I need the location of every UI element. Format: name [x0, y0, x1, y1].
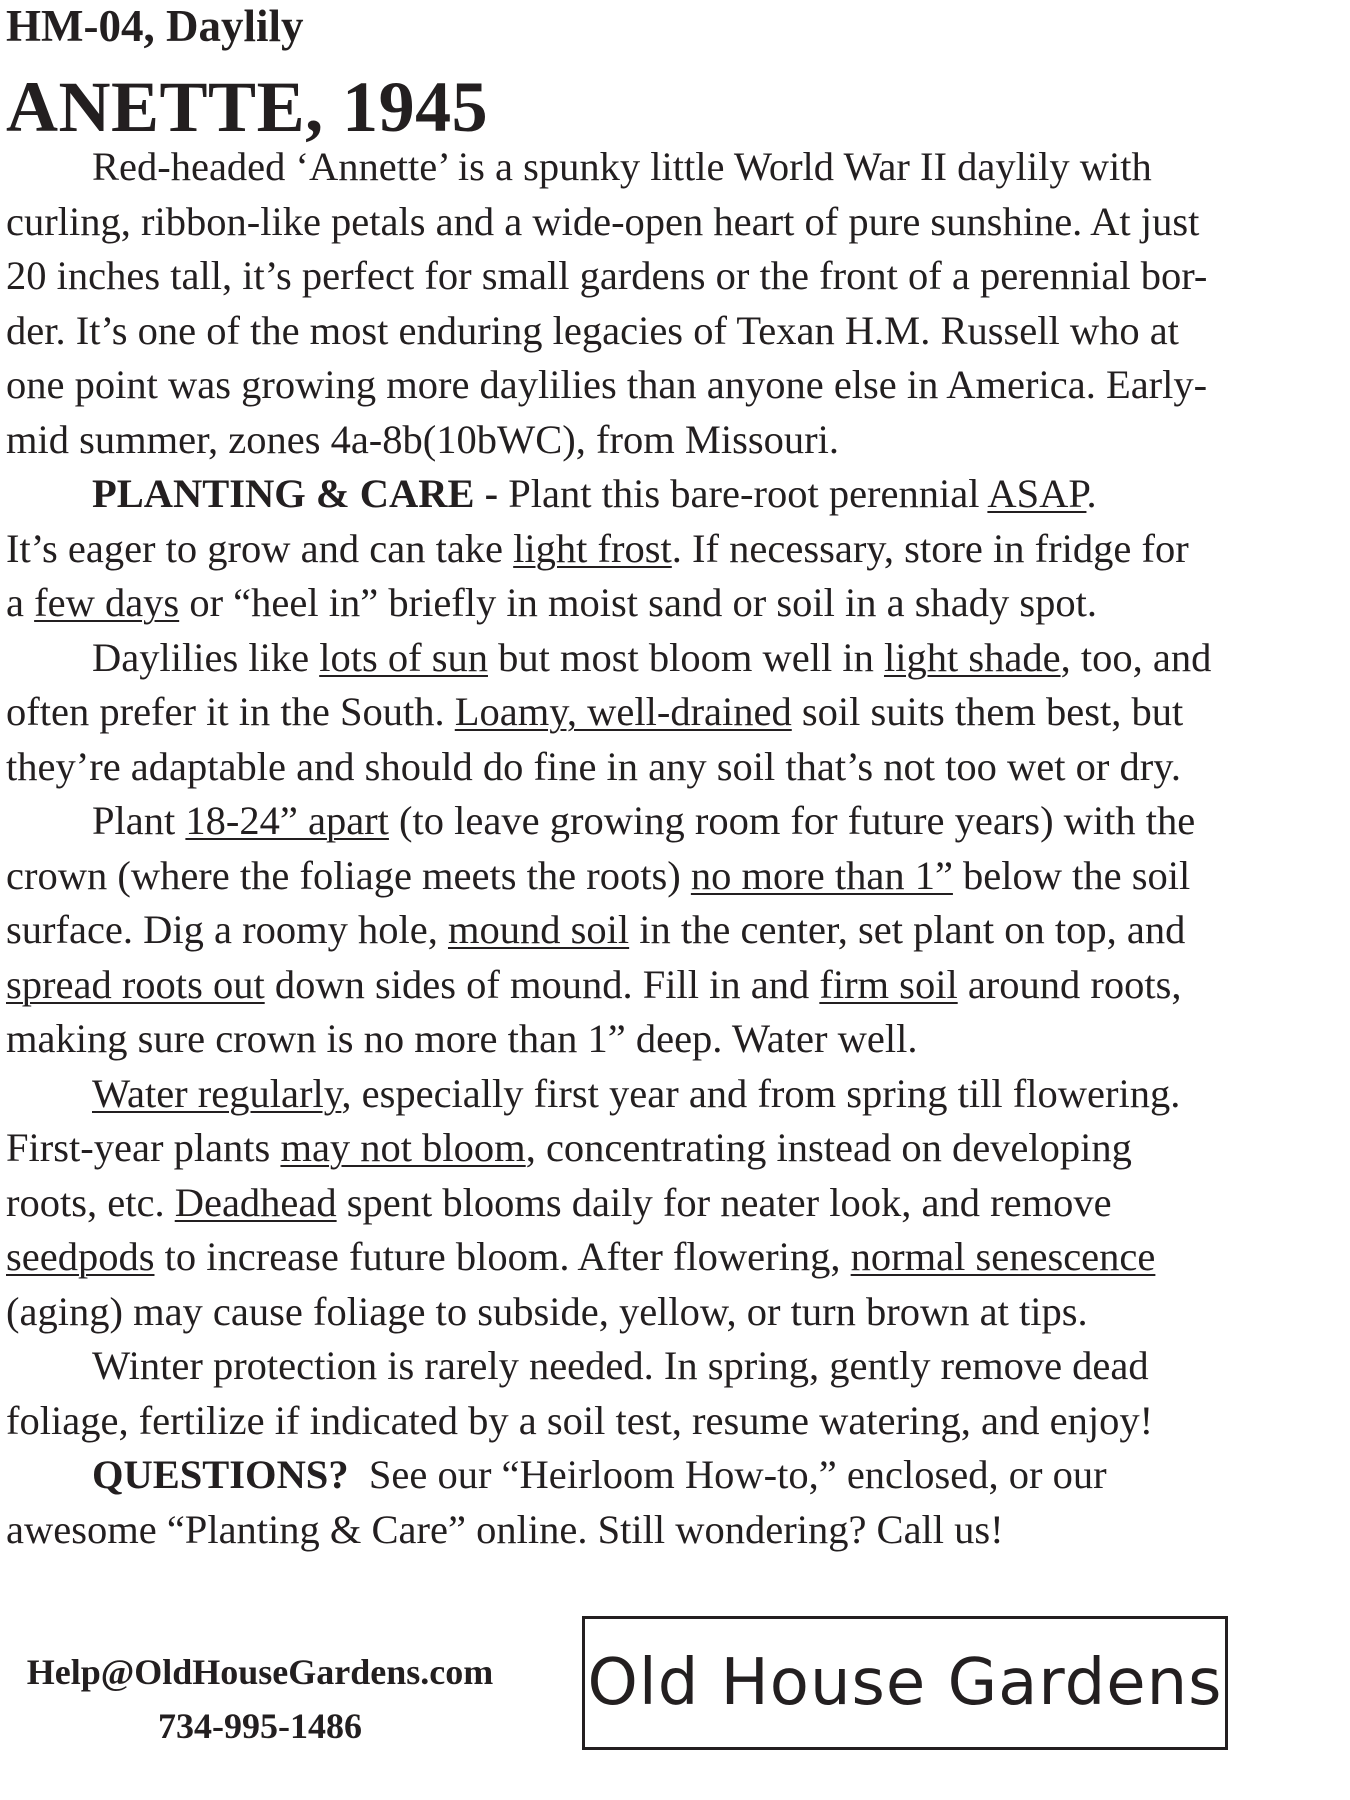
text-span: Winter protection is rarely needed. In spring, gently remove dead: [92, 1343, 1149, 1388]
planting-line: [6, 467, 1316, 522]
text-span: Red-headed ‘Annette’ is a spunky little World War II daylily with: [92, 144, 1152, 189]
underlined-term: spread roots out: [6, 961, 265, 1007]
email-link[interactable]: Help@OldHouseGardens.com: [26, 1652, 494, 1692]
text-span: around roots,: [957, 961, 1182, 1007]
text-span: but most bloom well in: [487, 634, 884, 680]
phone-number: 734-995-1486: [158, 1706, 362, 1746]
text-span: to increase future bloom. After flowering,: [154, 1234, 851, 1279]
water-line: [6, 1230, 1316, 1285]
text-span: down sides of mound. Fill in and: [264, 961, 820, 1007]
intro-line: curling, ribbon-like petals and a wide-open heart of pure sunshine. At just: [6, 198, 1200, 244]
text-span: . If necessary, store in fridge for: [671, 525, 1189, 571]
text-span: , concentrating instead on developing: [525, 1125, 1132, 1170]
text-span: First-year plants: [6, 1125, 281, 1170]
intro-line: [6, 140, 1316, 195]
text-span: , especially first year and from spring till flowering.: [341, 1070, 1181, 1116]
intro-line: der. It’s one of the most enduring legacies of Texan H.M. Russell who at: [6, 307, 1179, 353]
text-span: (to leave growing room for future years) with the: [388, 798, 1196, 843]
underlined-term: seedpods: [6, 1234, 155, 1279]
text-span: in the center, set plant on top, and: [629, 907, 1186, 952]
planting-heading: PLANTING & CARE -: [92, 471, 499, 516]
sun-line: [6, 631, 1316, 686]
winter-line: [6, 1339, 1316, 1394]
questions-line: awesome “Planting & Care” online. Still wondering? Call us!: [6, 1506, 1004, 1552]
sun-line: [6, 685, 1316, 740]
underlined-term: Deadhead: [174, 1179, 337, 1225]
text-span: Daylilies like: [92, 634, 320, 680]
plant-line: [6, 958, 1316, 1013]
text-span: surface. Dig a roomy hole,: [6, 907, 448, 952]
text-span: , too, and: [1060, 634, 1212, 680]
text-span: roots, etc.: [6, 1179, 175, 1225]
text-span: Plant this bare-root perennial: [498, 471, 988, 516]
underlined-term: no more than 1”: [690, 852, 953, 898]
intro-line: one point was growing more daylilies than anyone else in America. Early-: [6, 362, 1208, 407]
intro-line: 20 inches tall, it’s perfect for small gardens or the front of a perennial bor-: [6, 253, 1208, 298]
underlined-term: firm soil: [819, 961, 958, 1007]
sun-line: they’re adaptable and should do fine in any soil that’s not too wet or dry.: [6, 743, 1181, 789]
winter-line: foliage, fertilize if indicated by a soil test, resume watering, and enjoy!: [6, 1397, 1154, 1443]
planting-line: [6, 522, 1316, 577]
text-span: Plant: [92, 798, 186, 843]
plant-line: [6, 849, 1316, 904]
product-code: HM-04, Daylily: [6, 1, 304, 51]
underlined-term: Loamy, well-drained: [454, 689, 792, 734]
underlined-term: mound soil: [447, 907, 630, 952]
underlined-term: ASAP: [987, 471, 1087, 516]
plant-line: [6, 794, 1316, 849]
underlined-term: lots of sun: [319, 634, 488, 680]
intro-line: mid summer, zones 4a-8b(10bWC), from Missouri.: [6, 416, 839, 462]
text-span: It’s eager to grow and can take: [6, 525, 514, 571]
logo-text: Old House Gardens: [587, 1646, 1223, 1720]
water-line: [6, 1067, 1316, 1122]
underlined-term: few days: [34, 580, 180, 625]
underlined-term: light shade: [883, 634, 1061, 680]
water-line: [6, 1176, 1316, 1231]
underlined-term: light frost: [513, 525, 672, 571]
text-span: a: [6, 580, 35, 625]
contact-info: [0, 1645, 520, 1753]
water-line: (aging) may cause foliage to subside, yellow, or turn brown at tips.: [6, 1288, 1088, 1334]
plant-line: making sure crown is no more than 1” deep. Water well.: [6, 1016, 918, 1061]
page-title: ANETTE, 1945: [6, 67, 489, 147]
planting-line: [6, 576, 1316, 631]
underlined-term: may not bloom: [280, 1125, 526, 1170]
underlined-term: 18-24” apart: [185, 798, 389, 843]
underlined-term: normal senescence: [850, 1234, 1156, 1279]
underlined-term: Water regularly: [92, 1070, 342, 1116]
water-line: [6, 1121, 1316, 1176]
questions-heading: QUESTIONS?: [92, 1452, 349, 1497]
text-span: .: [1086, 471, 1097, 516]
text-span: crown (where the foliage meets the roots): [6, 852, 691, 898]
logo: [582, 1616, 1228, 1750]
text-span: below the soil: [952, 852, 1191, 898]
text-span: spent blooms daily for neater look, and remove: [336, 1179, 1112, 1225]
text-span: soil suits them best, but: [791, 689, 1184, 734]
body-text: [6, 140, 1316, 1557]
plant-line: [6, 903, 1316, 958]
text-span: often prefer it in the South.: [6, 689, 455, 734]
questions-line: [6, 1448, 1316, 1503]
text-span: or “heel in” briefly in moist sand or soil in a shady spot.: [179, 580, 1098, 625]
text-span: See our “Heirloom How-to,” enclosed, or our: [348, 1452, 1107, 1497]
